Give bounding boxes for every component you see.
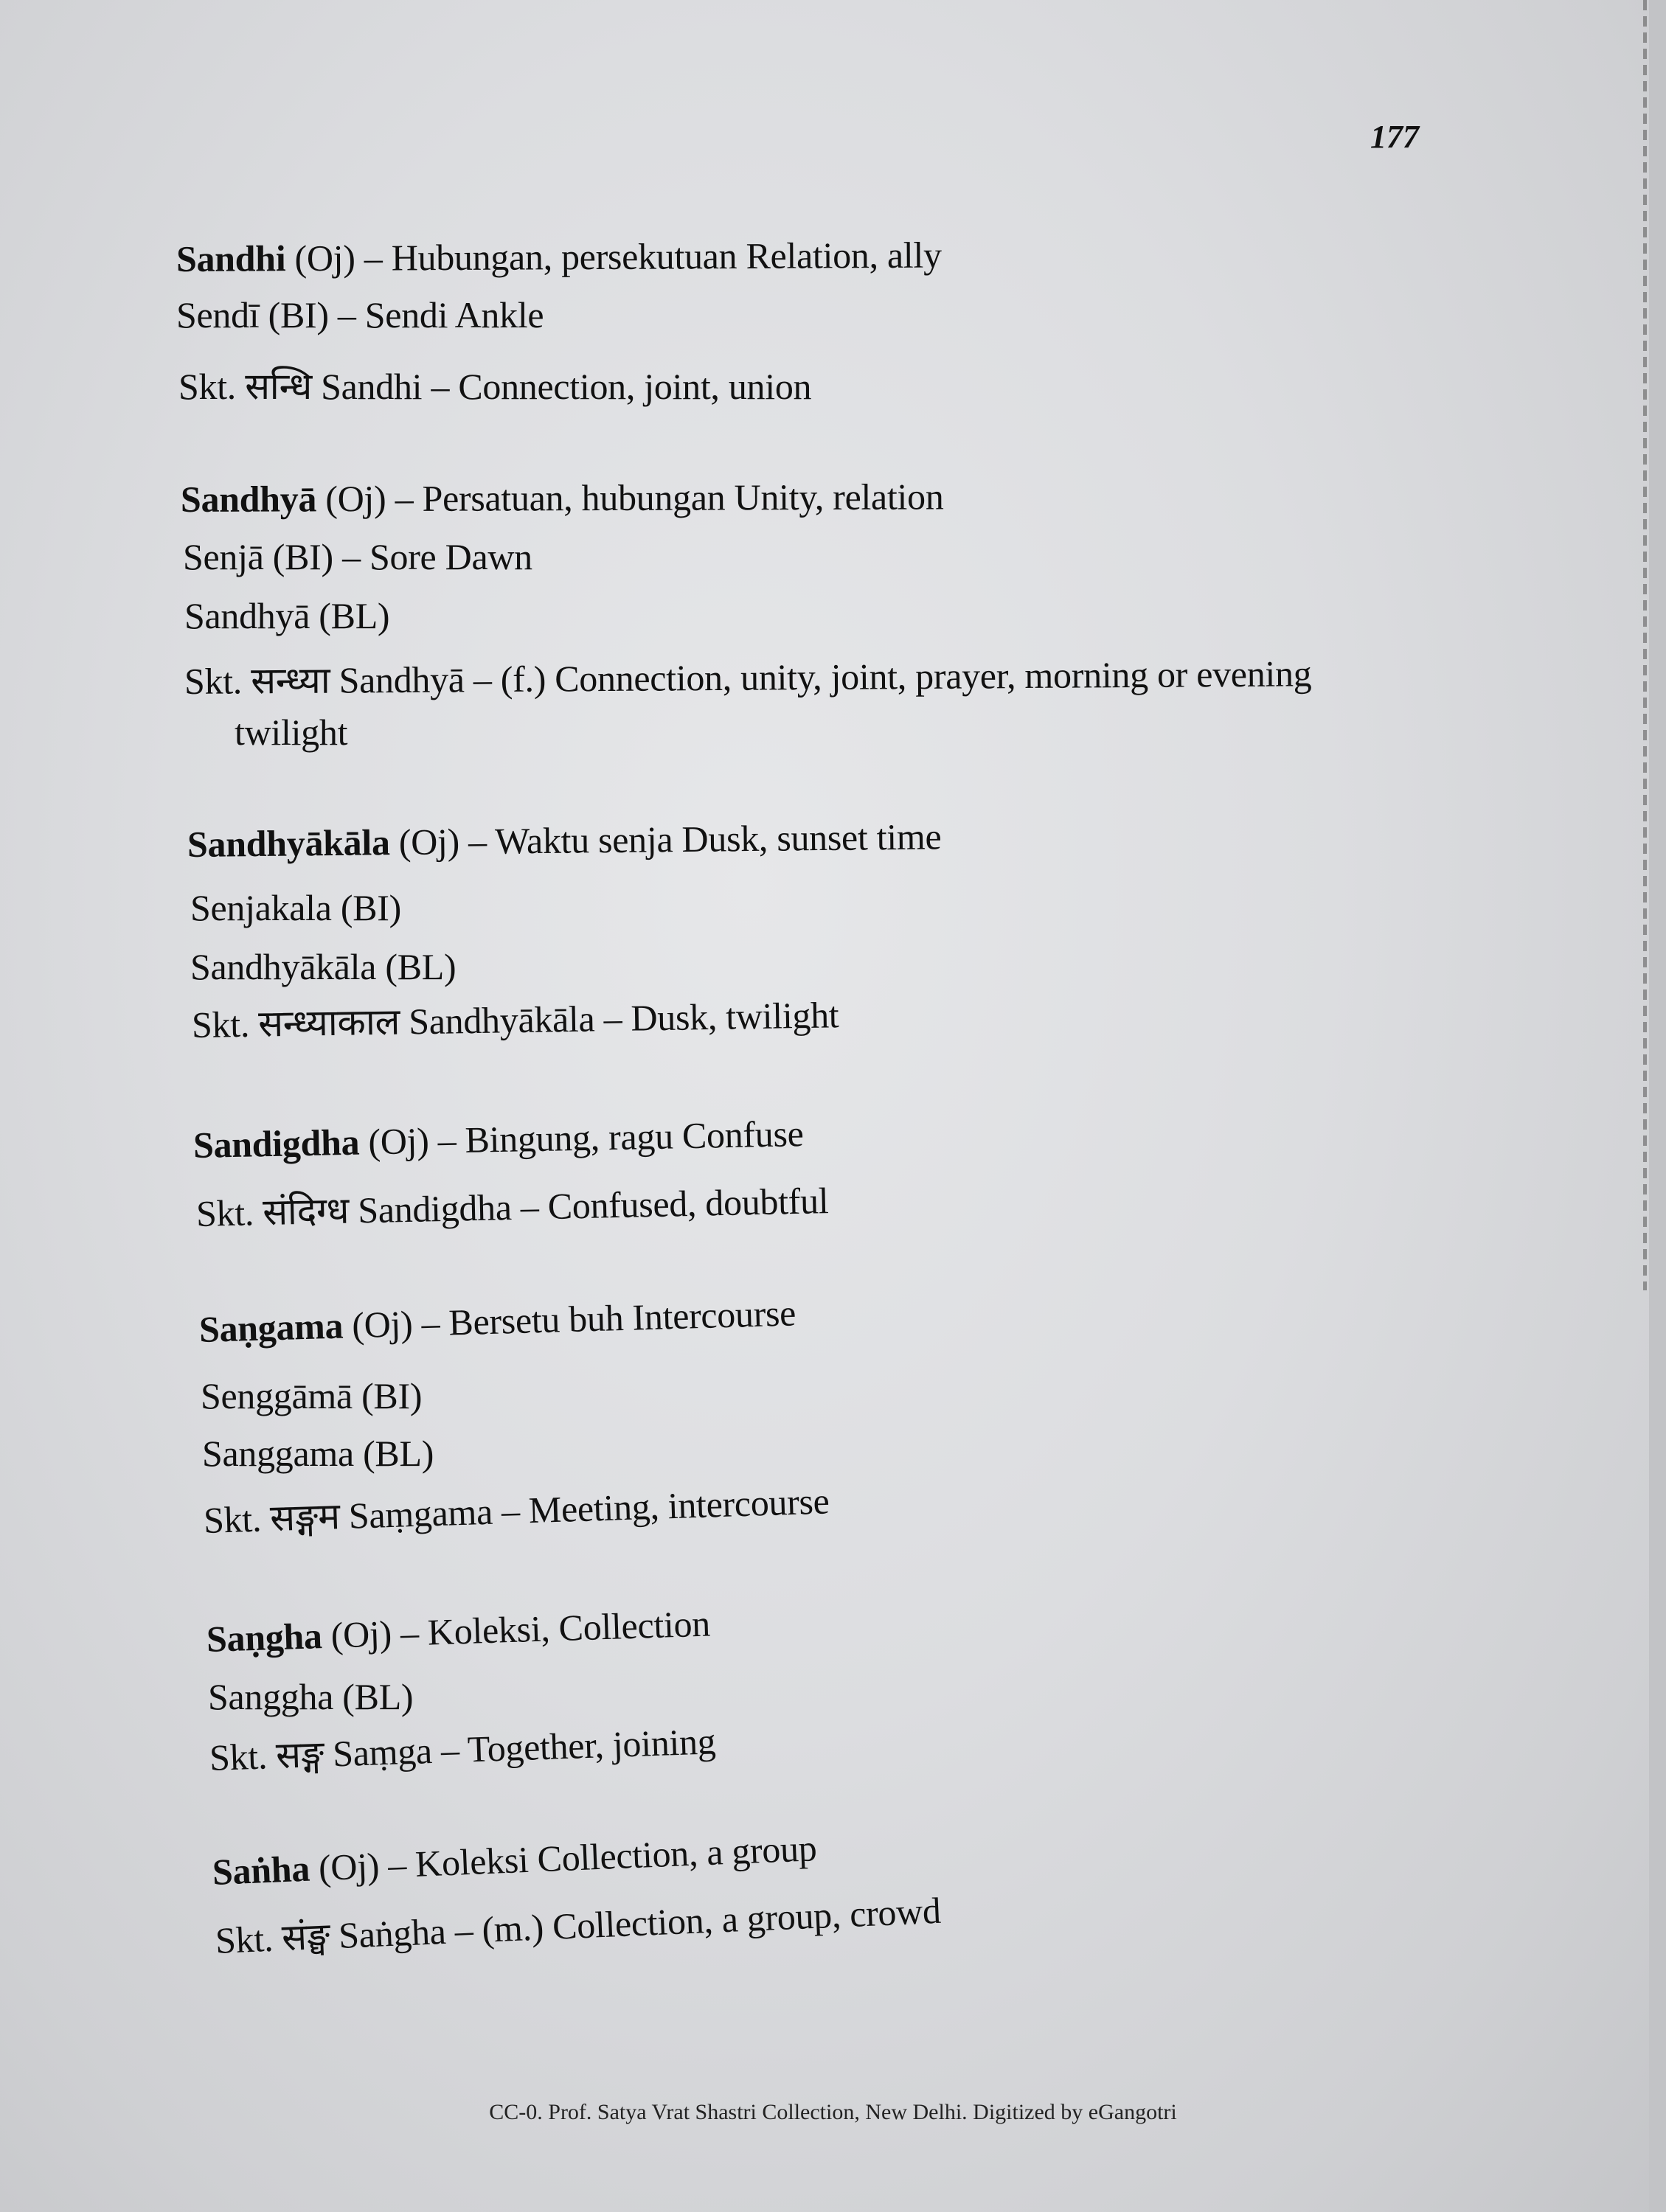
- digitization-credit: CC-0. Prof. Satya Vrat Shastri Collection, New Delhi. Digitized by eGangotri: [489, 2100, 1177, 2124]
- entry-line: Skt. सन्ध्या Sandhyā – (f.) Connection, unity, joint, prayer, morning or evening: [184, 653, 1312, 702]
- entry-headline: [198, 1291, 796, 1351]
- entry-line: Skt. सन्धि Sandhi – Connection, joint, union: [178, 366, 812, 407]
- headword: Sandhyākāla: [187, 821, 390, 865]
- entry-line: Senjakala (BI): [190, 887, 401, 928]
- headword: Saṇgama: [198, 1304, 344, 1350]
- entry-line: Sendī (BI) – Sendi Ankle: [176, 294, 544, 335]
- headword: Saṇgha: [206, 1615, 323, 1660]
- entry-line: Skt. संदिग्ध Sandigdha – Confused, doubtful: [195, 1180, 829, 1234]
- definition: (Oj) – Waktu senja Dusk, sunset time: [389, 815, 942, 863]
- entry-headline: [181, 475, 944, 521]
- headword: Saṅha: [211, 1847, 310, 1893]
- entry-headline: [206, 1602, 711, 1660]
- entry-line: twilight: [235, 712, 348, 753]
- entry-line: Skt. सङ्ग Saṃga – Together, joining: [209, 1720, 717, 1778]
- definition: (Oj) – Koleksi, Collection: [321, 1602, 711, 1657]
- entry-headline: [176, 234, 942, 280]
- entry-line: Senggāmā (BI): [201, 1375, 423, 1416]
- headword: Sandhi: [176, 237, 286, 279]
- definition: (Oj) – Persatuan, hubungan Unity, relation: [316, 476, 944, 520]
- definition: (Oj) – Koleksi Collection, a group: [308, 1827, 818, 1889]
- entry-line: Skt. सन्ध्याकाल Sandhyākāla – Dusk, twilight: [191, 994, 839, 1046]
- definition: (Oj) – Hubungan, persekutuan Relation, ally: [285, 234, 942, 279]
- entry-line: Sanggama (BL): [202, 1433, 434, 1474]
- entry-line: Skt. संङ्घ Saṅgha – (m.) Collection, a group, crowd: [214, 1889, 942, 1961]
- definition: (Oj) – Bingung, ragu Confuse: [358, 1113, 804, 1163]
- entry-headline: [192, 1112, 804, 1166]
- page-edge-line: [1643, 0, 1647, 1290]
- definition: (Oj) – Bersetu buh Intercourse: [342, 1292, 796, 1346]
- entry-headline: [212, 1826, 818, 1893]
- entry-line: Skt. सङ्गम Saṃgama – Meeting, intercourse: [203, 1480, 830, 1541]
- entry-line: Senjā (BI) – Sore Dawn: [183, 536, 532, 577]
- page-number: 177: [1370, 119, 1419, 155]
- entry-line: Sanggha (BL): [208, 1676, 414, 1717]
- entry-line: Sandhyā (BL): [184, 595, 390, 636]
- entry-line: Sandhyākāla (BL): [190, 946, 457, 987]
- entry-headline: [187, 815, 942, 866]
- headword: Sandhyā: [180, 478, 317, 520]
- page-edge-shadow: [1649, 0, 1666, 2212]
- headword: Sandigdha: [192, 1121, 360, 1166]
